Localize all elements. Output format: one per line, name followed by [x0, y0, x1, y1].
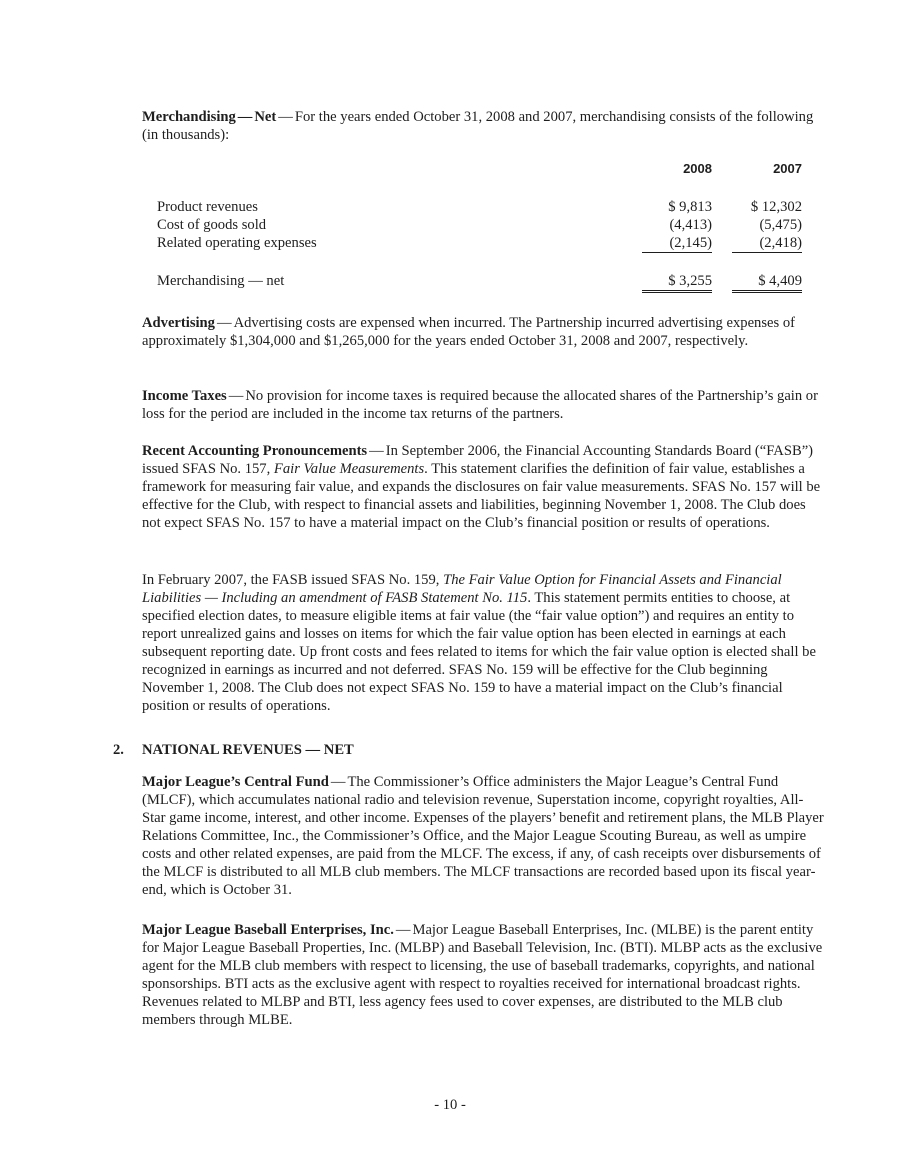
cell-cost-of-goods-2007: (5,475) — [759, 217, 802, 233]
merchandising-text: For the years ended October 31, 2008 and 2007, merchandising consists of the following (in thousands): — [142, 109, 814, 143]
cell-product-revenues-2007: $ 12,302 — [750, 199, 802, 215]
section-number: 2. — [113, 742, 124, 758]
recent-pronouncements-text: In September 2006, the Financial Accounting Standards Board (“FASB”) issued SFAS No. 157, — [142, 443, 814, 477]
mlbe-paragraph: Major League Baseball Enterprises, Inc. — Major League Baseball Enterprises, Inc. (MLBE) is the parent entity for Major League Baseball Properties, Inc. (MLBP) and Baseball Television, Inc. (BTI). MLBP acts as the exclusive agent for the MLB club members with respect to licensing, the use of baseball trademarks, copyrights, and national sponsorships. BTI acts as the exclusive agent with respect to royalties received for international broadcast rights. Revenues related to MLBP and BTI, less agency fees used to cover expenses, are distributed to the MLB club members through MLBE. — [142, 922, 823, 1028]
page-number: - 10 - — [434, 1097, 466, 1113]
mlbe-heading: Major League Baseball Enterprises, Inc. — [142, 922, 394, 938]
recent-pronouncements-paragraph: Recent Accounting Pronouncements — In September 2006, the Financial Accounting Standards Board (“FASB”) issued SFAS No. 157, Fair Value Measurements. This statement clarifies the definition of fair value, establishes a framework for measuring fair value, and expands the disclosures on fair value measurements. SFAS No. 157 will be effective for the Club, with respect to financial assets and liabilities, beginning November 1, 2008. The Club does not expect SFAS No. 157 to have a material impact on the Club’s financial position or results of operations. — [142, 443, 821, 531]
section-title: NATIONAL REVENUES — NET — [142, 742, 354, 758]
col-header-2008: 2008 — [683, 161, 712, 176]
sfas159-title: The Fair Value Option for Financial Assets and Financial Liabilities — Including an amendment of FASB Statement No. 115 — [142, 572, 782, 606]
cell-operating-expenses-2007: (2,418) — [732, 234, 802, 253]
advertising-paragraph: Advertising — Advertising costs are expensed when incurred. The Partnership incurred advertising expenses of approximately $1,304,000 and $1,265,000 for the years ended October 31, 2008 and 2007, respectively. — [142, 315, 795, 349]
mlcf-heading: Major League’s Central Fund — [142, 774, 329, 790]
mlcf-text: The Commissioner’s Office administers the Major League’s Central Fund (MLCF), which accumulates national radio and television revenue, Superstation income, copyright royalties, All-Star game income, interest, and other income. Expenses of the players’ benefit and retirement plans, the MLB Player Relations Committee, Inc., the Commissioner’s Office, and the Major League Scouting Bureau, as well as umpire costs and other related expenses, are paid from the MLCF. The excess, if any, of cash receipts over disbursements of the MLCF is distributed to all MLB club members. The MLCF transactions are recorded based upon its fiscal year-end, which is October 31. — [142, 774, 824, 898]
sfas159-paragraph — [142, 571, 824, 715]
recent-pronouncements-heading: Recent Accounting Pronouncements — [142, 443, 368, 459]
income-taxes-text: No provision for income taxes is required because the allocated shares of the Partnership’s gain or loss for the period are included in the income tax returns of the partners. — [142, 388, 818, 422]
recent-pronouncements-title: Fair Value Measurements — [273, 461, 425, 477]
mlcf-paragraph: Major League’s Central Fund — The Commissioner’s Office administers the Major League’s Central Fund (MLCF), which accumulates national radio and television revenue, Superstation income, copyright royalties, All-Star game income, interest, and other income. Expenses of the players’ benefit and retirement plans, the MLB Player Relations Committee, Inc., the Commissioner’s Office, and the Major League Scouting Bureau, as well as umpire costs and other related expenses, are paid from the MLCF. The excess, if any, of cash receipts over disbursements of the MLCF is distributed to all MLB club members. The MLCF transactions are recorded based upon its fiscal year-end, which is October 31. — [142, 774, 824, 898]
income-taxes-heading: Income Taxes — [142, 388, 227, 404]
cell-merchandising-net-2007: $ 4,409 — [732, 272, 802, 293]
advertising-heading: Advertising — [142, 315, 215, 331]
income-taxes-paragraph: Income Taxes — No provision for income taxes is required because the allocated shares of the Partnership’s gain or loss for the period are included in the income tax returns of the partners. — [142, 388, 818, 422]
mlbe-text: Major League Baseball Enterprises, Inc. (MLBE) is the parent entity for Major League Baseball Properties, Inc. (MLBP) and Baseball Television, Inc. (BTI). MLBP acts as the exclusive agent for the MLB club members with respect to licensing, the use of baseball trademarks, copyrights, and national sponsorships. BTI acts as the exclusive agent with respect to royalties received for international broadcast rights. Revenues related to MLBP and BTI, less agency fees used to cover expenses, are distributed to the MLB club members through MLBE. — [142, 922, 823, 1028]
cell-merchandising-net-2008: $ 3,255 — [642, 272, 712, 293]
recent-pronouncements-text-2: . This statement clarifies the definition of fair value, establishes a framework for measuring fair value, and expands the disclosures on fair value measurements. SFAS No. 157 will be effective for the Club, with respect to financial assets and liabilities, beginning November 1, 2008. The Club does not expect SFAS No. 157 to have a material impact on the Club’s financial position or results of operations. — [142, 461, 821, 531]
col-header-2007: 2007 — [773, 161, 802, 176]
sfas159-text-2: . This statement permits entities to choose, at specified election dates, to measure eligible items at fair value (the “fair value option”) and requires an entity to report unrealized gains and losses on items for which the fair value option has been elected in earnings at each subsequent reporting date. Up front costs and fees related to items for which the fair value option is elected shall be recognized in earnings as incurred and not deferred. SFAS No. 159 will be effective for the Club beginning November 1, 2008. The Club does not expect SFAS No. 159 to have a material impact on the Club’s financial position or results of operations. — [142, 590, 816, 714]
row-label-merchandising-net: Merchandising — net — [157, 273, 285, 289]
advertising-text: Advertising costs are expensed when incurred. The Partnership incurred advertising expenses of approximately $1,304,000 and $1,265,000 for the years ended October 31, 2008 and 2007, respectively. — [142, 315, 795, 349]
cell-product-revenues-2008: $ 9,813 — [668, 199, 712, 215]
merchandising-paragraph: Merchandising — Net — For the years ended October 31, 2008 and 2007, merchandising consists of the following (in thousands): — [142, 109, 814, 143]
row-label-product-revenues: Product revenues — [157, 199, 258, 215]
merchandising-table — [142, 160, 824, 300]
merchandising-heading: Merchandising — [142, 109, 236, 125]
row-label-cost-of-goods: Cost of goods sold — [157, 217, 267, 233]
row-label-operating-expenses: Related operating expenses — [157, 235, 317, 251]
cell-operating-expenses-2008: (2,145) — [642, 234, 712, 253]
cell-cost-of-goods-2008: (4,413) — [669, 217, 712, 233]
merchandising-subheading: Net — [254, 109, 277, 125]
sfas159-text: In February 2007, the FASB issued SFAS No. 159, — [142, 572, 440, 588]
